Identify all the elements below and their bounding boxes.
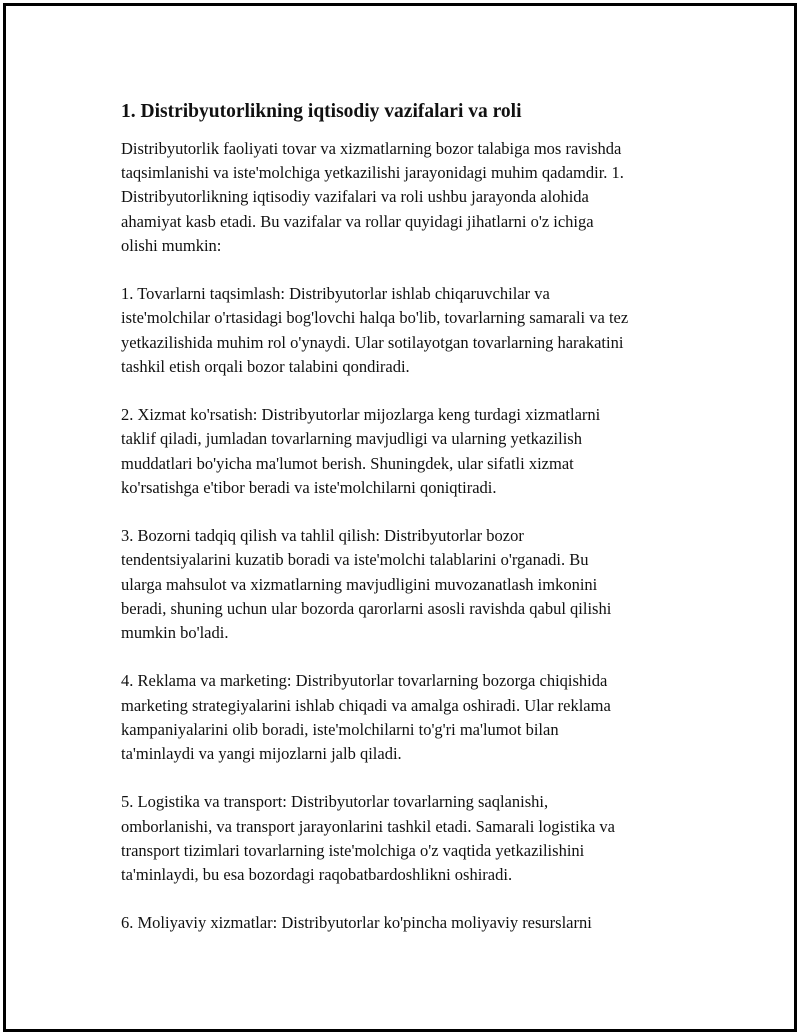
- text-line: iste'molchilar o'rtasidagi bog'lovchi halqa bo'lib, tovarlarning samarali va tez: [121, 308, 629, 328]
- text-line: omborlanishi, va transport jarayonlarini tashkil etadi. Samarali logistika va: [121, 816, 615, 836]
- text-line: Distribyutorlikning iqtisodiy vazifalari va roli ushbu jarayonda alohida: [121, 187, 589, 207]
- text-line: muddatlari bo'yicha ma'lumot berish. Shuningdek, ular sifatli xizmat: [121, 453, 574, 473]
- paragraph-item-3: [121, 524, 701, 645]
- paragraph-item-4: [121, 669, 701, 766]
- text-line: 4. Reklama va marketing: Distribyutorlar tovarlarning bozorga chiqishida: [121, 671, 608, 691]
- text-line: ko'rsatishga e'tibor beradi va iste'molchilarni qoniqtiradi.: [121, 477, 497, 497]
- document-body: [121, 99, 701, 960]
- text-line: beradi, shuning uchun ular bozorda qarorlarni asosli ravishda qabul qilishi: [121, 598, 612, 618]
- text-line: taklif qiladi, jumladan tovarlarning mavjudligi va ularning yetkazilish: [121, 429, 582, 449]
- text-line: mumkin bo'ladi.: [121, 623, 229, 643]
- paragraph-item-1: [121, 282, 701, 379]
- paragraph-item-6: [121, 911, 701, 935]
- paragraph-intro: [121, 137, 701, 258]
- text-line: ta'minlaydi va yangi mijozlarni jalb qiladi.: [121, 744, 402, 764]
- text-line: 1. Tovarlarni taqsimlash: Distribyutorlar ishlab chiqaruvchilar va: [121, 284, 550, 304]
- text-line: 6. Moliyaviy xizmatlar: Distribyutorlar ko'pincha moliyaviy resurslarni: [121, 913, 592, 933]
- text-line: olishi mumkin:: [121, 235, 222, 255]
- text-line: ta'minlaydi, bu esa bozordagi raqobatbardoshlikni oshiradi.: [121, 865, 513, 885]
- text-line: kampaniyalarini olib boradi, iste'molchilarni to'g'ri ma'lumot bilan: [121, 719, 559, 739]
- text-line: 3. Bozorni tadqiq qilish va tahlil qilish: Distribyutorlar bozor: [121, 526, 524, 546]
- paragraph-item-5: [121, 790, 701, 887]
- text-line: taqsimlanishi va iste'molchiga yetkazilishi jarayonidagi muhim qadamdir. 1.: [121, 163, 624, 183]
- text-line: tendentsiyalarini kuzatib boradi va iste'molchi talablarini o'rganadi. Bu: [121, 550, 589, 570]
- paragraph-item-2: [121, 403, 701, 500]
- page-frame: [3, 3, 797, 1032]
- text-line: transport tizimlari tovarlarning iste'molchiga o'z vaqtida yetkazilishini: [121, 840, 585, 860]
- text-line: 5. Logistika va transport: Distribyutorlar tovarlarning saqlanishi,: [121, 792, 549, 812]
- text-line: ularga mahsulot va xizmatlarning mavjudligini muvozanatlash imkonini: [121, 574, 598, 594]
- text-line: marketing strategiyalarini ishlab chiqadi va amalga oshiradi. Ular reklama: [121, 695, 611, 715]
- text-line: yetkazilishida muhim rol o'ynaydi. Ular sotilayotgan tovarlarning harakatini: [121, 332, 624, 352]
- text-line: tashkil etish orqali bozor talabini qondiradi.: [121, 356, 410, 376]
- text-line: ahamiyat kasb etadi. Bu vazifalar va rollar quyidagi jihatlarni o'z ichiga: [121, 211, 594, 231]
- text-line: 2. Xizmat ko'rsatish: Distribyutorlar mijozlarga keng turdagi xizmatlarni: [121, 405, 601, 425]
- text-line: Distribyutorlik faoliyati tovar va xizmatlarning bozor talabiga mos ravishda: [121, 139, 622, 158]
- document-title: 1. Distribyutorlikning iqtisodiy vazifalari va roli: [121, 101, 522, 122]
